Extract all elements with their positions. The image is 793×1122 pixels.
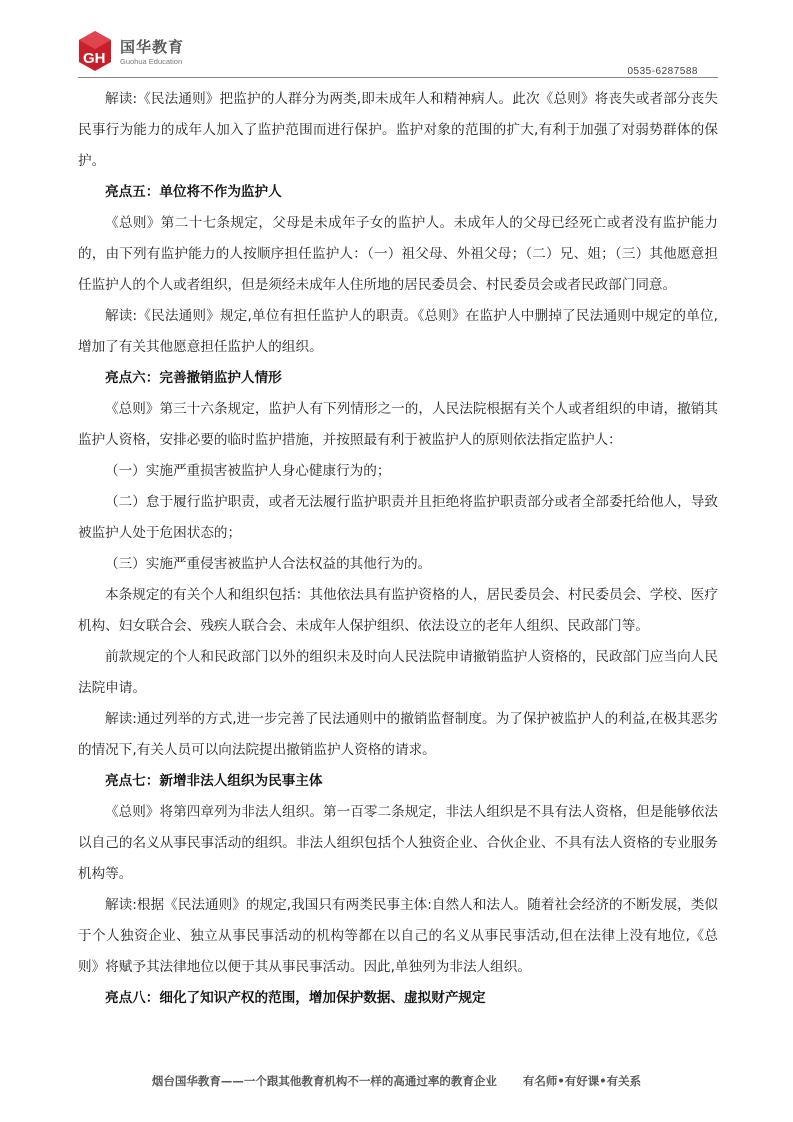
paragraph: （二）怠于履行监护职责，或者无法履行监护职责并且拒绝将监护职责部分或者全部委托给他人，导致被监护人处于危困状态的；: [78, 494, 718, 541]
section-heading: 亮点六：完善撤销监护人情形: [105, 370, 282, 386]
paragraph: （三）实施严重侵害被监护人合法权益的其他行为的。: [105, 556, 432, 572]
paragraph: 解读:《民法通则》把监护的人群分为两类,即未成年人和精神病人。此次《总则》将丧失或者部分丧失民事行为能力的成年人加入了监护范围而进行保护。监护对象的范围的扩大,有利于加强了对弱势群体的保护。: [78, 91, 718, 169]
paragraph: 本条规定的有关个人和组织包括：其他依法具有监护资格的人，居民委员会、村民委员会、学校、医疗机构、妇女联合会、残疾人联合会、未成年人保护组织、依法设立的老年人组织、民政部门等。: [78, 587, 718, 634]
section-heading: 亮点八：细化了知识产权的范围，增加保护数据、虚拟财产规定: [105, 990, 486, 1006]
paragraph: 解读:通过列举的方式,进一步完善了民法通则中的撤销监督制度。为了保护被监护人的利益,在极其恶劣的情况下,有关人员可以向法院提出撤销监护人资格的请求。: [78, 711, 718, 758]
section-heading: 亮点七：新增非法人组织为民事主体: [105, 773, 323, 789]
paragraph: 《总则》将第四章列为非法人组织。第一百零二条规定，非法人组织是不具有法人资格，但是能够依法以自己的名义从事民事活动的组织。非法人组织包括个人独资企业、合伙企业、不具有法人资格的专业服务机构等。: [78, 804, 718, 882]
page-header: [78, 30, 718, 78]
contact-phone: 0535-6287588: [627, 66, 698, 77]
paragraph: 《总则》第二十七条规定，父母是未成年子女的监护人。未成年人的父母已经死亡或者没有监护能力的，由下列有监护能力的人按顺序担任监护人：（一）祖父母、外祖父母；（二）兄、姐；（三）其他愿意担任监护人的个人或者组织，但是须经未成年人住所地的居民委员会、村民委员会或者民政部门同意。: [78, 215, 718, 293]
page-footer: [0, 1073, 793, 1089]
paragraph: （一）实施严重损害被监护人身心健康行为的；: [105, 463, 391, 479]
guohua-logo-icon: [78, 30, 112, 72]
paragraph: 《总则》第三十六条规定，监护人有下列情形之一的，人民法院根据有关个人或者组织的申请，撤销其监护人资格，安排必要的临时监护措施，并按照最有利于被监护人的原则依法指定监护人：: [78, 401, 718, 448]
header-divider: [78, 77, 718, 78]
footer-tagline: 有名师•有好课•有关系: [522, 1074, 642, 1088]
paragraph: 解读:《民法通则》规定,单位有担任监护人的职责。《总则》在监护人中删掉了民法通则中规定的单位,增加了有关其他愿意担任监护人的组织。: [78, 308, 718, 355]
paragraph: 前款规定的个人和民政部门以外的组织未及时向人民法院申请撤销监护人资格的，民政部门应当向人民法院申请。: [78, 649, 718, 696]
brand-name-en: Guohua Education: [120, 57, 183, 66]
footer-slogan: 烟台国华教育——一个跟其他教育机构不一样的高通过率的教育企业: [151, 1074, 497, 1088]
svg-text:GH: GH: [83, 50, 106, 67]
paragraph: 解读:根据《民法通则》的规定,我国只有两类民事主体:自然人和法人。随着社会经济的不断发展，类似于个人独资企业、独立从事民事活动的机构等都在以自己的名义从事民事活动,但在法律上没有地位,《总则》将赋予其法律地位以便于其从事民事活动。因此,单独列为非法人组织。: [78, 897, 718, 975]
document-body: [78, 84, 718, 1014]
brand-name-cn: 国华教育: [120, 38, 185, 56]
section-heading: 亮点五：单位将不作为监护人: [105, 184, 282, 200]
